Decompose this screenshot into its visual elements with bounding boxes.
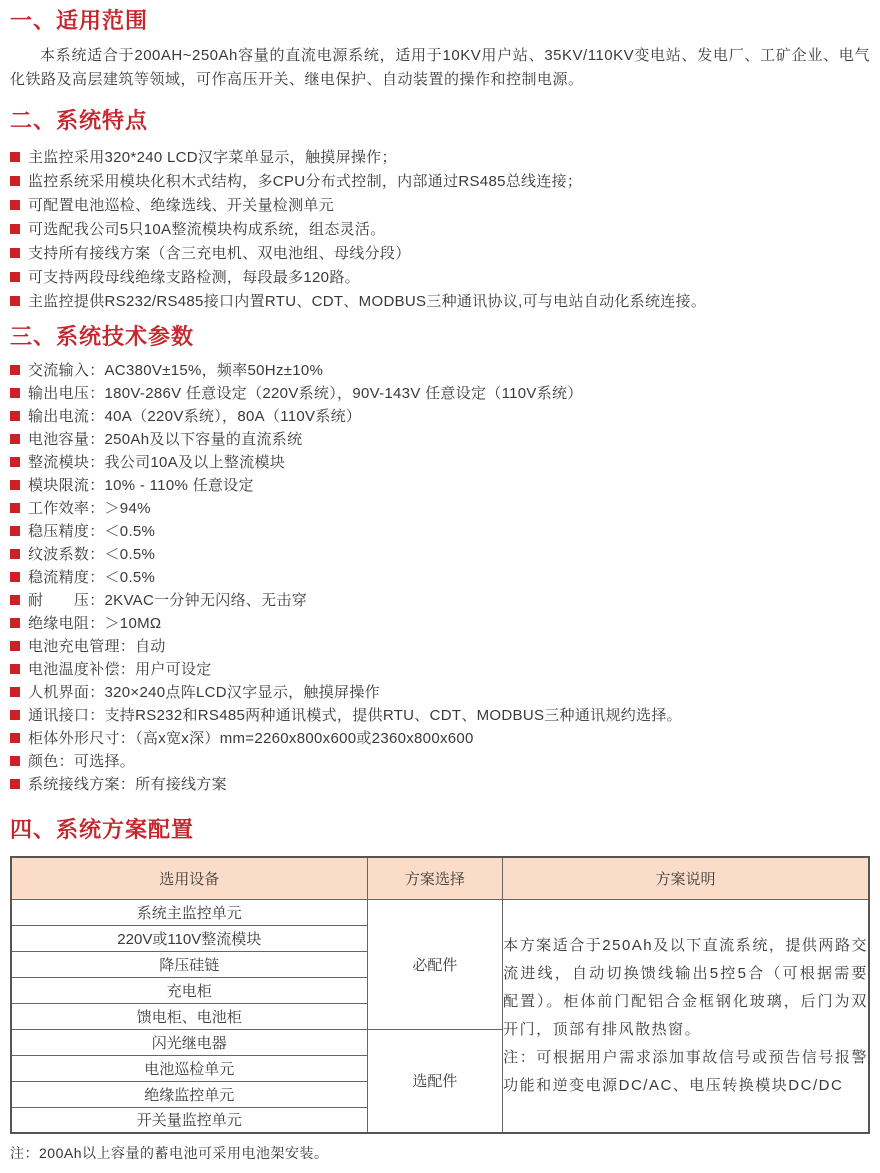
bullet-square-icon	[10, 272, 20, 282]
description-note: 注：可根据用户需求添加事故信号或预告信号报警功能和逆变电源DC/AC、电压转换模块DC/DC	[503, 1048, 868, 1094]
parameter-item	[10, 404, 870, 427]
parameter-text: 电池温度补偿：用户可设定	[28, 661, 212, 678]
feature-item	[10, 216, 870, 240]
parameter-text: 颜色：可选择。	[28, 753, 136, 770]
config-table	[10, 856, 870, 1134]
table-header-choice: 方案选择	[367, 857, 503, 899]
scope-paragraph: 本系统适合于200AH~250Ah容量的直流电源系统，适用于10KV用户站、35KV/110KV变电站、发电厂、工矿企业、电气化铁路及高层建筑等领域，可作高压开关、继电保护、自动装置的操作和控制电源。	[10, 47, 870, 88]
device-cell: 闪光继电器	[11, 1029, 367, 1055]
bullet-square-icon	[10, 733, 20, 743]
bullet-square-icon	[10, 388, 20, 398]
section-heading-scope: 一、适用范围	[10, 8, 149, 33]
device-cell: 绝缘监控单元	[11, 1081, 367, 1107]
parameter-text: 通讯接口：支持RS232和RS485两种通讯模式，提供RTU、CDT、MODBUS三种通讯规约选择。	[28, 707, 682, 724]
bullet-square-icon	[10, 756, 20, 766]
bullet-square-icon	[10, 224, 20, 234]
parameter-list	[10, 358, 870, 795]
parameter-item	[10, 450, 870, 473]
feature-text: 主监控提供RS232/RS485接口内置RTU、CDT、MODBUS三种通讯协议,可与电站自动化系统连接。	[28, 292, 707, 310]
parameter-item	[10, 703, 870, 726]
parameter-text: 模块限流：10% - 110% 任意设定	[28, 477, 254, 494]
parameter-item	[10, 749, 870, 772]
parameter-text: 交流输入：AC380V±15%，频率50Hz±10%	[28, 362, 324, 379]
section-heading-configuration: 四、系统方案配置	[10, 817, 195, 842]
bullet-square-icon	[10, 176, 20, 186]
section-heading-parameters: 三、系统技术参数	[10, 324, 195, 349]
bullet-square-icon	[10, 618, 20, 628]
choice-required-cell: 必配件	[367, 899, 503, 1029]
bullet-square-icon	[10, 248, 20, 258]
section-heading-features: 二、系统特点	[10, 108, 149, 133]
feature-item	[10, 192, 870, 216]
device-cell: 降压硅链	[11, 951, 367, 977]
parameter-item	[10, 542, 870, 565]
bullet-square-icon	[10, 457, 20, 467]
parameter-text: 电池容量：250Ah及以下容量的直流系统	[28, 431, 303, 448]
feature-text: 可配置电池巡检、绝缘选线、开关量检测单元	[28, 196, 335, 214]
footnote: 注：200Ah以上容量的蓄电池可采用电池架安装。	[10, 1145, 329, 1161]
parameter-item	[10, 381, 870, 404]
bullet-square-icon	[10, 572, 20, 582]
parameter-text: 电池充电管理：自动	[28, 638, 166, 655]
bullet-square-icon	[10, 710, 20, 720]
parameter-text: 系统接线方案：所有接线方案	[28, 776, 227, 793]
parameter-text: 整流模块：我公司10A及以上整流模块	[28, 454, 286, 471]
device-cell: 系统主监控单元	[11, 899, 367, 925]
parameter-item	[10, 726, 870, 749]
parameter-item	[10, 611, 870, 634]
table-header-row	[11, 857, 869, 899]
bullet-square-icon	[10, 503, 20, 513]
feature-item	[10, 240, 870, 264]
feature-item	[10, 144, 870, 168]
parameter-item	[10, 634, 870, 657]
parameter-item	[10, 358, 870, 381]
device-cell: 电池巡检单元	[11, 1055, 367, 1081]
parameter-item	[10, 519, 870, 542]
parameter-item	[10, 496, 870, 519]
device-cell: 馈电柜、电池柜	[11, 1003, 367, 1029]
bullet-square-icon	[10, 411, 20, 421]
bullet-square-icon	[10, 434, 20, 444]
parameter-text: 输出电压：180V-286V 任意设定（220V系统），90V-143V 任意设定（110V系统）	[28, 385, 583, 402]
parameter-item	[10, 473, 870, 496]
parameter-item	[10, 427, 870, 450]
parameter-text: 输出电流：40A（220V系统），80A（110V系统）	[28, 408, 362, 425]
parameter-item	[10, 657, 870, 680]
bullet-square-icon	[10, 641, 20, 651]
parameter-text: 稳压精度：＜0.5%	[28, 523, 156, 540]
feature-text: 可支持两段母线绝缘支路检测，每段最多120路。	[28, 268, 360, 286]
description-paragraph: 本方案适合于250Ah及以下直流系统，提供两路交流进线，自动切换馈线输出5控5合（可根据需要配置）。柜体前门配铝合金框钢化玻璃，后门为双开门，顶部有排风散热窗。	[503, 936, 868, 1038]
bullet-square-icon	[10, 595, 20, 605]
description-cell	[503, 899, 869, 1133]
parameter-text: 耐 压：2KVAC一分钟无闪络、无击穿	[28, 592, 308, 609]
parameter-item	[10, 565, 870, 588]
table-row	[11, 899, 869, 925]
parameter-text: 绝缘电阻：＞10MΩ	[28, 615, 162, 632]
feature-item	[10, 288, 870, 312]
bullet-square-icon	[10, 365, 20, 375]
feature-item	[10, 264, 870, 288]
device-cell: 开关量监控单元	[11, 1107, 367, 1133]
bullet-square-icon	[10, 687, 20, 697]
feature-text: 支持所有接线方案（含三充电机、双电池组、母线分段）	[28, 244, 411, 262]
feature-text: 监控系统采用模块化积木式结构，多CPU分布式控制，内部通过RS485总线连接；	[28, 172, 583, 190]
choice-optional-cell: 选配件	[367, 1029, 503, 1133]
parameter-text: 稳流精度：＜0.5%	[28, 569, 156, 586]
bullet-square-icon	[10, 200, 20, 210]
parameter-text: 人机界面：320×240点阵LCD汉字显示，触摸屏操作	[28, 684, 380, 701]
parameter-item	[10, 772, 870, 795]
bullet-square-icon	[10, 296, 20, 306]
parameter-item	[10, 680, 870, 703]
parameter-text: 柜体外形尺寸：（高x宽x深）mm=2260x800x600或2360x800x600	[28, 730, 474, 747]
feature-text: 主监控采用320*240 LCD汉字菜单显示，触摸屏操作；	[28, 148, 397, 166]
bullet-square-icon	[10, 480, 20, 490]
device-cell: 充电柜	[11, 977, 367, 1003]
parameter-text: 纹波系数：＜0.5%	[28, 546, 156, 563]
bullet-square-icon	[10, 526, 20, 536]
bullet-square-icon	[10, 152, 20, 162]
bullet-square-icon	[10, 779, 20, 789]
parameter-text: 工作效率：＞94%	[28, 500, 151, 517]
bullet-square-icon	[10, 664, 20, 674]
table-header-description: 方案说明	[503, 857, 869, 899]
feature-list	[10, 144, 870, 312]
parameter-item	[10, 588, 870, 611]
feature-text: 可选配我公司5只10A整流模块构成系统，组态灵活。	[28, 220, 386, 238]
table-header-device: 选用设备	[11, 857, 367, 899]
feature-item	[10, 168, 870, 192]
device-cell: 220V或110V整流模块	[11, 925, 367, 951]
bullet-square-icon	[10, 549, 20, 559]
